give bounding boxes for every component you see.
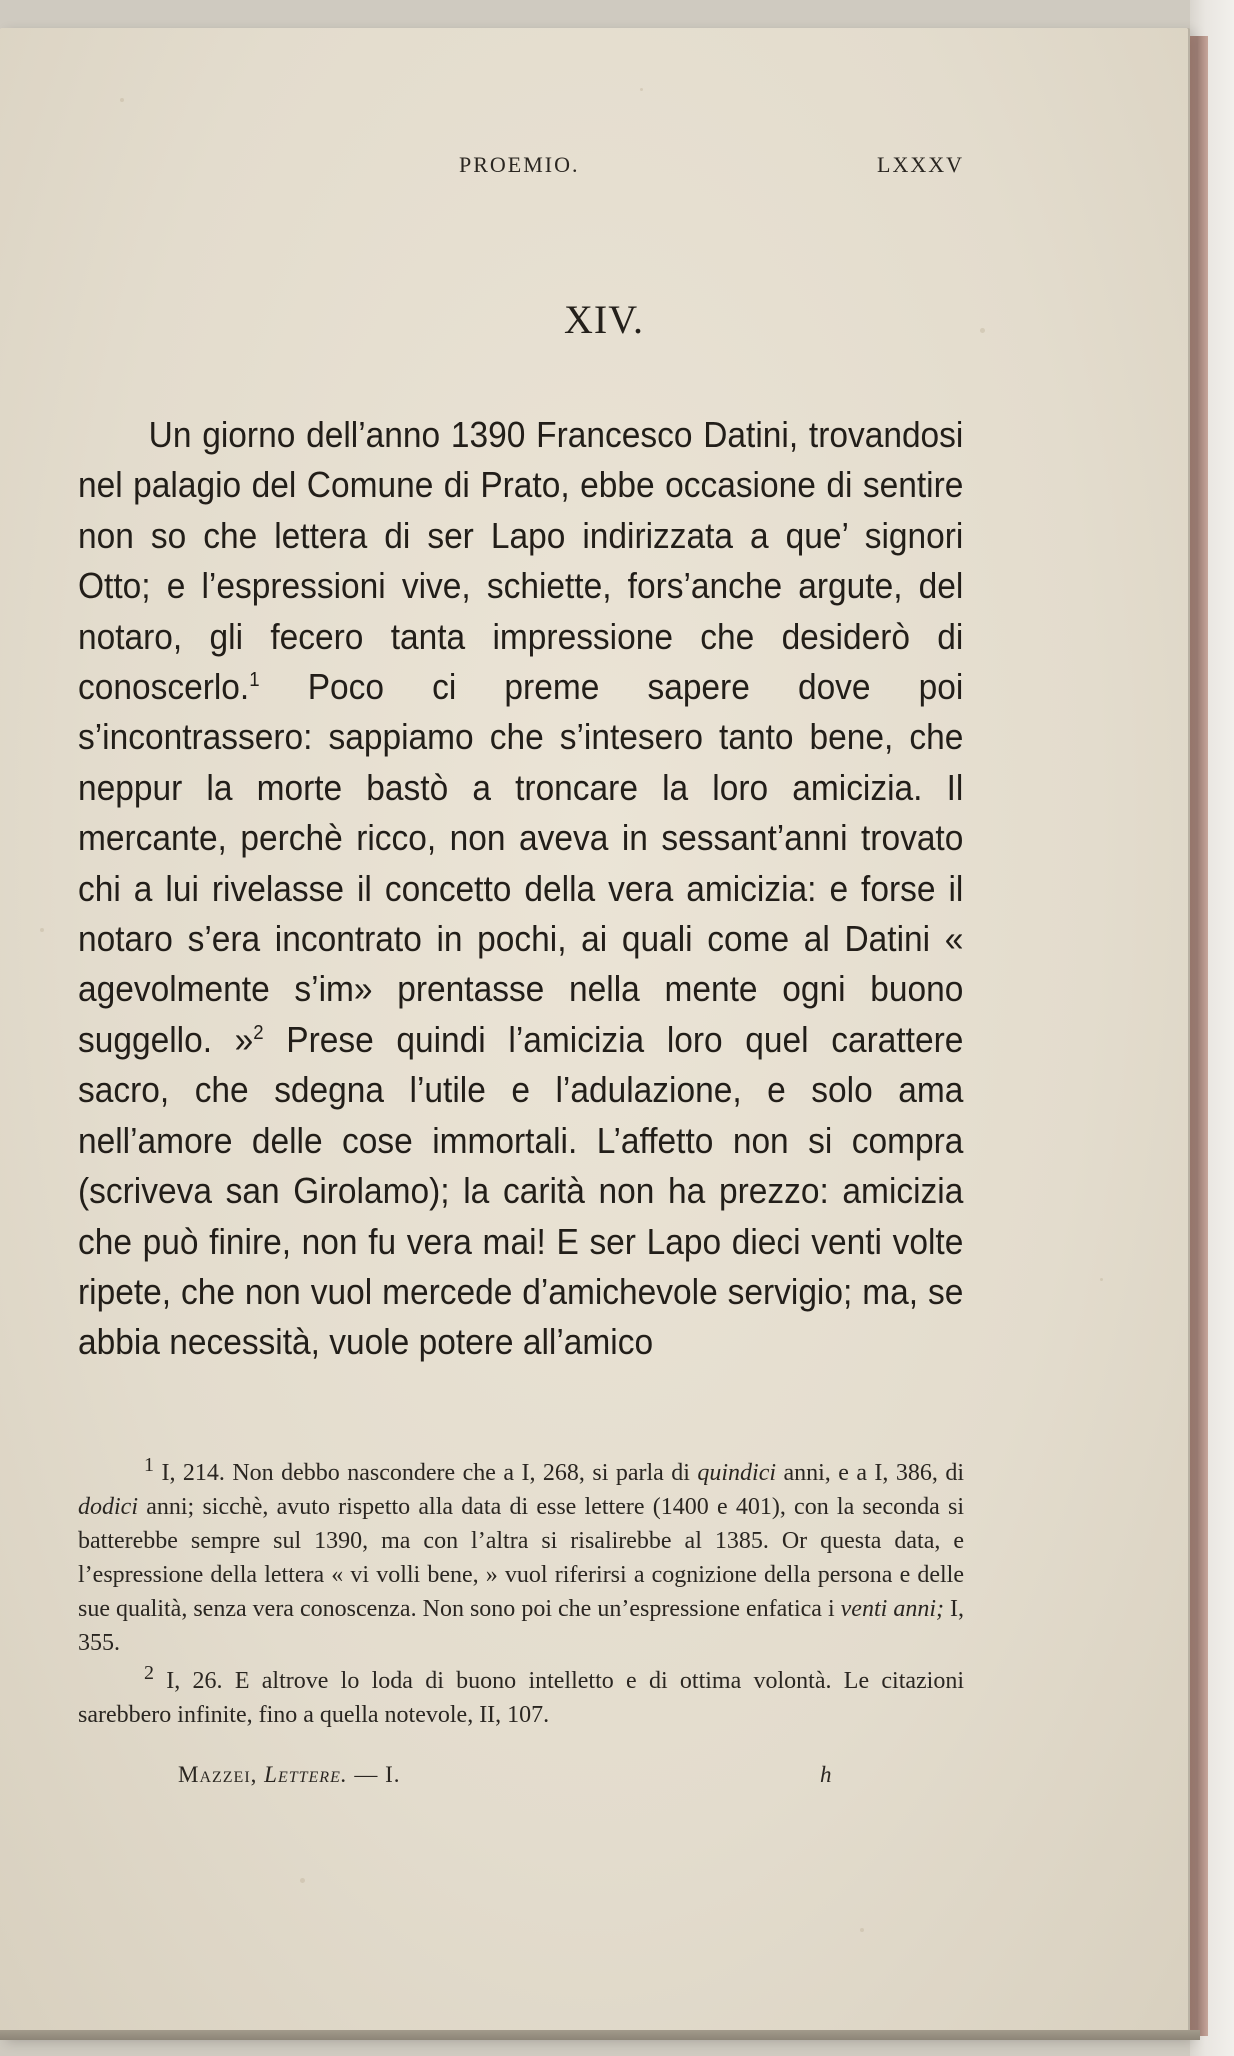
body-paragraph xyxy=(78,410,963,1368)
page-header xyxy=(76,152,964,186)
footnote-mark: 2 xyxy=(144,1662,154,1684)
footnote-reference-1: 1 xyxy=(249,669,260,692)
footnote-text: anni, e a I, 386, di xyxy=(776,1460,964,1486)
footnote-italic: venti anni; xyxy=(840,1596,944,1622)
footnote-italic: dodici xyxy=(78,1494,138,1520)
signature-work: Lettere. xyxy=(264,1762,348,1787)
signature-volume: — I. xyxy=(354,1762,401,1787)
signature-author: Mazzei xyxy=(178,1762,251,1787)
paper-speck xyxy=(120,98,124,102)
running-title: PROEMIO. xyxy=(459,152,580,177)
page-bottom-edge xyxy=(0,2030,1200,2040)
signature-label: Mazzei, Lettere. — I. xyxy=(178,1762,401,1787)
footnote-text: I, 214. Non debbo nascondere che a I, 268, si parla di xyxy=(154,1460,698,1486)
footnote-italic: quindici xyxy=(697,1460,777,1486)
paper-speck xyxy=(640,88,643,91)
page-number: LXXXV xyxy=(877,152,964,177)
footnote-reference-2: 2 xyxy=(253,1021,264,1044)
body-text-part-2: Poco ci preme sapere dove poi s’incontrassero: sappiamo che s’intesero tanto bene, che neppur la morte bastò a troncare la loro amicizia. Il mercante, perchè ricco, non aveva in sessant’anni trovato chi a lui rivelasse il concetto della vera amicizia: e forse il notaro s’era incontrato in pochi, ai quali come al Datini « agevolmente s’im» prentasse nella mente ogni buono suggello. » xyxy=(78,666,964,1060)
paper-speck xyxy=(300,1878,305,1883)
signature-sheet-mark: h xyxy=(820,1762,832,1787)
footnote-text: I, 355. xyxy=(78,1596,964,1656)
footnote-text: I, 26. E altrove lo loda di buono intelletto e di ottima volontà. Le citazioni sarebbero infinite, fino a quella notevole, II, 107. xyxy=(78,1668,964,1728)
footnote-1 xyxy=(78,1456,964,1660)
book-spine-edge xyxy=(1190,36,1208,2036)
section-number: XIV. xyxy=(564,297,644,342)
body-text-part-1: Un giorno dell’anno 1390 Francesco Datini, trovandosi nel palagio del Comune di Prato, ebbe occasione di sentire non so che lettera di ser Lapo indirizzata a que’ signori Otto; e l’espressioni vive, schiette, fors’anche argute, del notaro, gli fecero tanta impressione che desiderò di conoscerlo. xyxy=(78,414,964,708)
paper-speck xyxy=(860,1928,864,1932)
footnote-text: anni; sicchè, avuto rispetto alla data di esse lettere (1400 e 401), con la seconda si batterebbe sempre sul 1390, ma con l’altra si risalirebbe al 1385. Or questa data, e l’espressione della lettera « vi volli bene, » vuol riferirsi a cognizione della persona e delle sue qualità, senza vera conoscenza. Non sono poi che un’espressione enfatica i xyxy=(78,1494,964,1622)
paper-speck xyxy=(40,928,44,932)
footnote-mark: 1 xyxy=(144,1454,154,1476)
footnote-2 xyxy=(78,1664,964,1732)
body-text-part-3: Prese quindi l’amicizia loro quel carattere sacro, che sdegna l’utile e l’adulazione, e solo ama nell’amore delle cose immortali. L’affetto non si compra (scriveva san Girolamo); la carità non ha prezzo: amicizia che può finire, non fu vera mai! E ser Lapo dieci venti volte ripete, che non vuol mercede d’amichevole servigio; ma, se abbia necessità, vuole potere all’amico xyxy=(78,1018,964,1363)
footnotes xyxy=(78,1456,964,1732)
printer-signature xyxy=(178,1762,878,1792)
paper-speck xyxy=(1100,1278,1103,1281)
